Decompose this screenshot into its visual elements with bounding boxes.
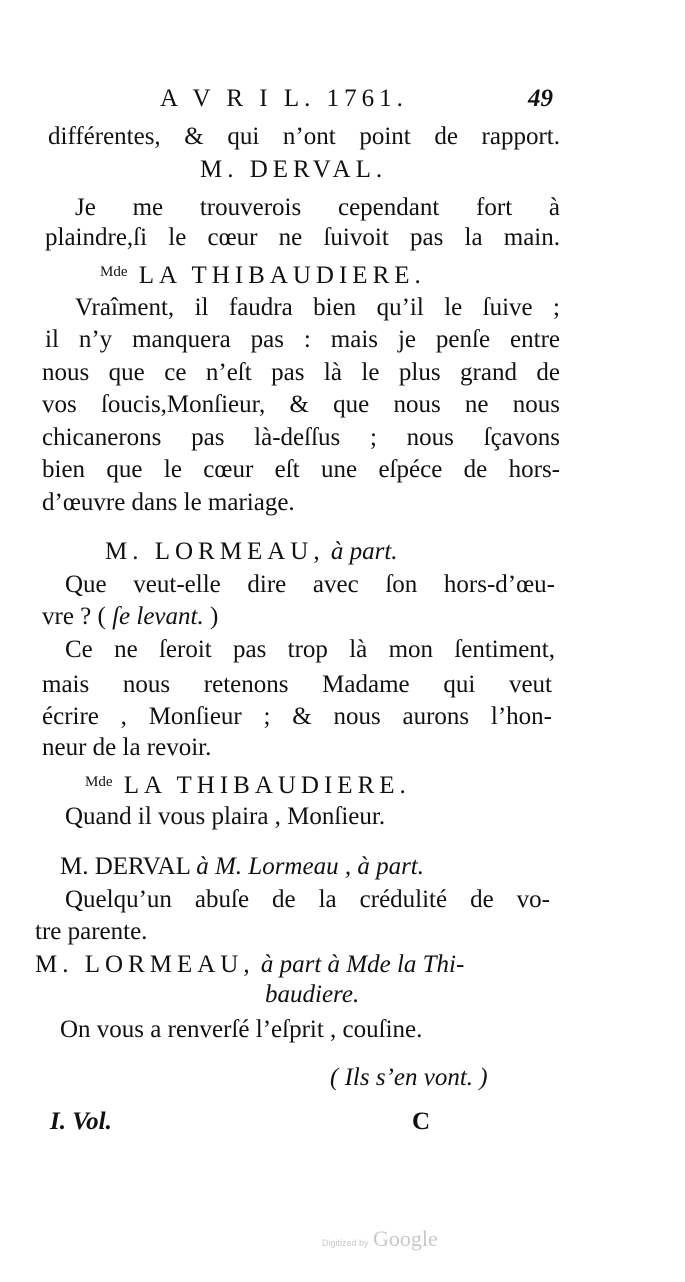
volume-mark: I. Vol.	[50, 1108, 112, 1135]
text-span: différentes, & qui n’ont point de rapport.	[48, 123, 560, 150]
text-line	[42, 455, 560, 485]
text-span: chicanerons pas là-deſſus ; nous ſçavons	[42, 424, 560, 451]
speaker-name: LA THIBAUDIERE.	[127, 262, 426, 289]
signature-mark: C	[412, 1108, 431, 1135]
text-line	[65, 885, 550, 915]
text-span: )	[203, 603, 219, 630]
text-line	[65, 802, 385, 832]
stage-direction: à M. Lormeau , à part.	[196, 853, 425, 880]
text-span: neur de la revoir.	[42, 734, 212, 761]
text-span: d’œuvre dans le mariage.	[42, 489, 295, 516]
text-line	[265, 980, 359, 1010]
page-number: 49	[528, 85, 553, 112]
text-line	[45, 223, 560, 253]
text-span: écrire , Monſieur ; & nous aurons l’hon-	[42, 703, 552, 730]
text-line	[42, 423, 560, 453]
text-span: il n’y manquera pas : mais je penſe entre	[45, 326, 560, 353]
running-title: A V R I L. 1761.	[160, 85, 408, 112]
text-line	[42, 733, 211, 763]
text-line	[45, 325, 560, 355]
text-span: vre ? (	[42, 603, 113, 630]
stage-direction: ſe levant.	[112, 603, 204, 630]
speaker-name: M. LORMEAU,	[35, 951, 255, 978]
text-span: vos ſoucis,Monſieur, & que nous ne nous	[42, 391, 560, 418]
text-line	[100, 257, 426, 291]
text-line	[60, 1015, 422, 1045]
text-line	[42, 390, 560, 420]
stage-direction: baudiere.	[265, 981, 360, 1008]
text-line	[330, 1063, 488, 1093]
speaker-name: M. DERVAL.	[200, 156, 388, 183]
text-line	[85, 767, 411, 801]
stage-direction: à part.	[324, 538, 398, 565]
text-span: Je me trouverois cependant fort à	[75, 194, 560, 221]
text-line	[35, 917, 147, 947]
text-span: Que veut-elle dire avec ſon hors-d’œu-	[65, 571, 555, 598]
text-span: Vraîment, il faudra bien qu’il le ſuive ;	[75, 294, 560, 321]
text-span: plaindre,ſi le cœur ne ſuivoit pas la main.	[45, 224, 560, 251]
text-line	[48, 122, 560, 152]
google-label: Google	[372, 1226, 438, 1251]
text-span: Mde	[85, 774, 113, 790]
text-span: tre parente.	[35, 918, 148, 945]
stage-direction: ( Ils s’en vont. )	[330, 1064, 488, 1091]
text-span: Ce ne ſeroit pas trop là mon ſentiment,	[65, 636, 555, 663]
text-line	[200, 155, 387, 185]
text-line	[105, 537, 398, 567]
text-span: bien que le cœur eſt une eſpéce de hors-	[42, 456, 560, 483]
digitized-by-label: Digitized by	[322, 1238, 369, 1248]
text-line	[42, 358, 560, 388]
text-line	[42, 602, 218, 632]
digitized-by-google-watermark	[322, 1226, 438, 1252]
text-line	[42, 488, 295, 518]
text-span: nous que ce n’eſt pas là le plus grand de	[42, 359, 560, 386]
text-line	[42, 670, 552, 700]
text-span: Mde	[100, 264, 128, 280]
text-line	[65, 635, 555, 665]
text-span: mais nous retenons Madame qui veut	[42, 671, 552, 698]
text-span: On vous a renverſé l’eſprit , couſine.	[60, 1016, 423, 1043]
stage-direction: à part à Mde la Thi-	[254, 951, 465, 978]
text-line	[75, 293, 560, 323]
text-line	[42, 702, 552, 732]
text-span: M. DERVAL	[60, 853, 197, 880]
text-line	[60, 852, 424, 882]
text-line	[75, 193, 560, 223]
text-line	[65, 570, 555, 600]
speaker-name: LA THIBAUDIERE.	[112, 772, 411, 799]
text-line	[35, 950, 464, 980]
text-span: Quand il vous plaira , Monſieur.	[65, 803, 386, 830]
text-span: Quelqu’un abuſe de la crédulité de vo-	[65, 886, 550, 913]
speaker-name: M. LORMEAU,	[105, 538, 325, 565]
